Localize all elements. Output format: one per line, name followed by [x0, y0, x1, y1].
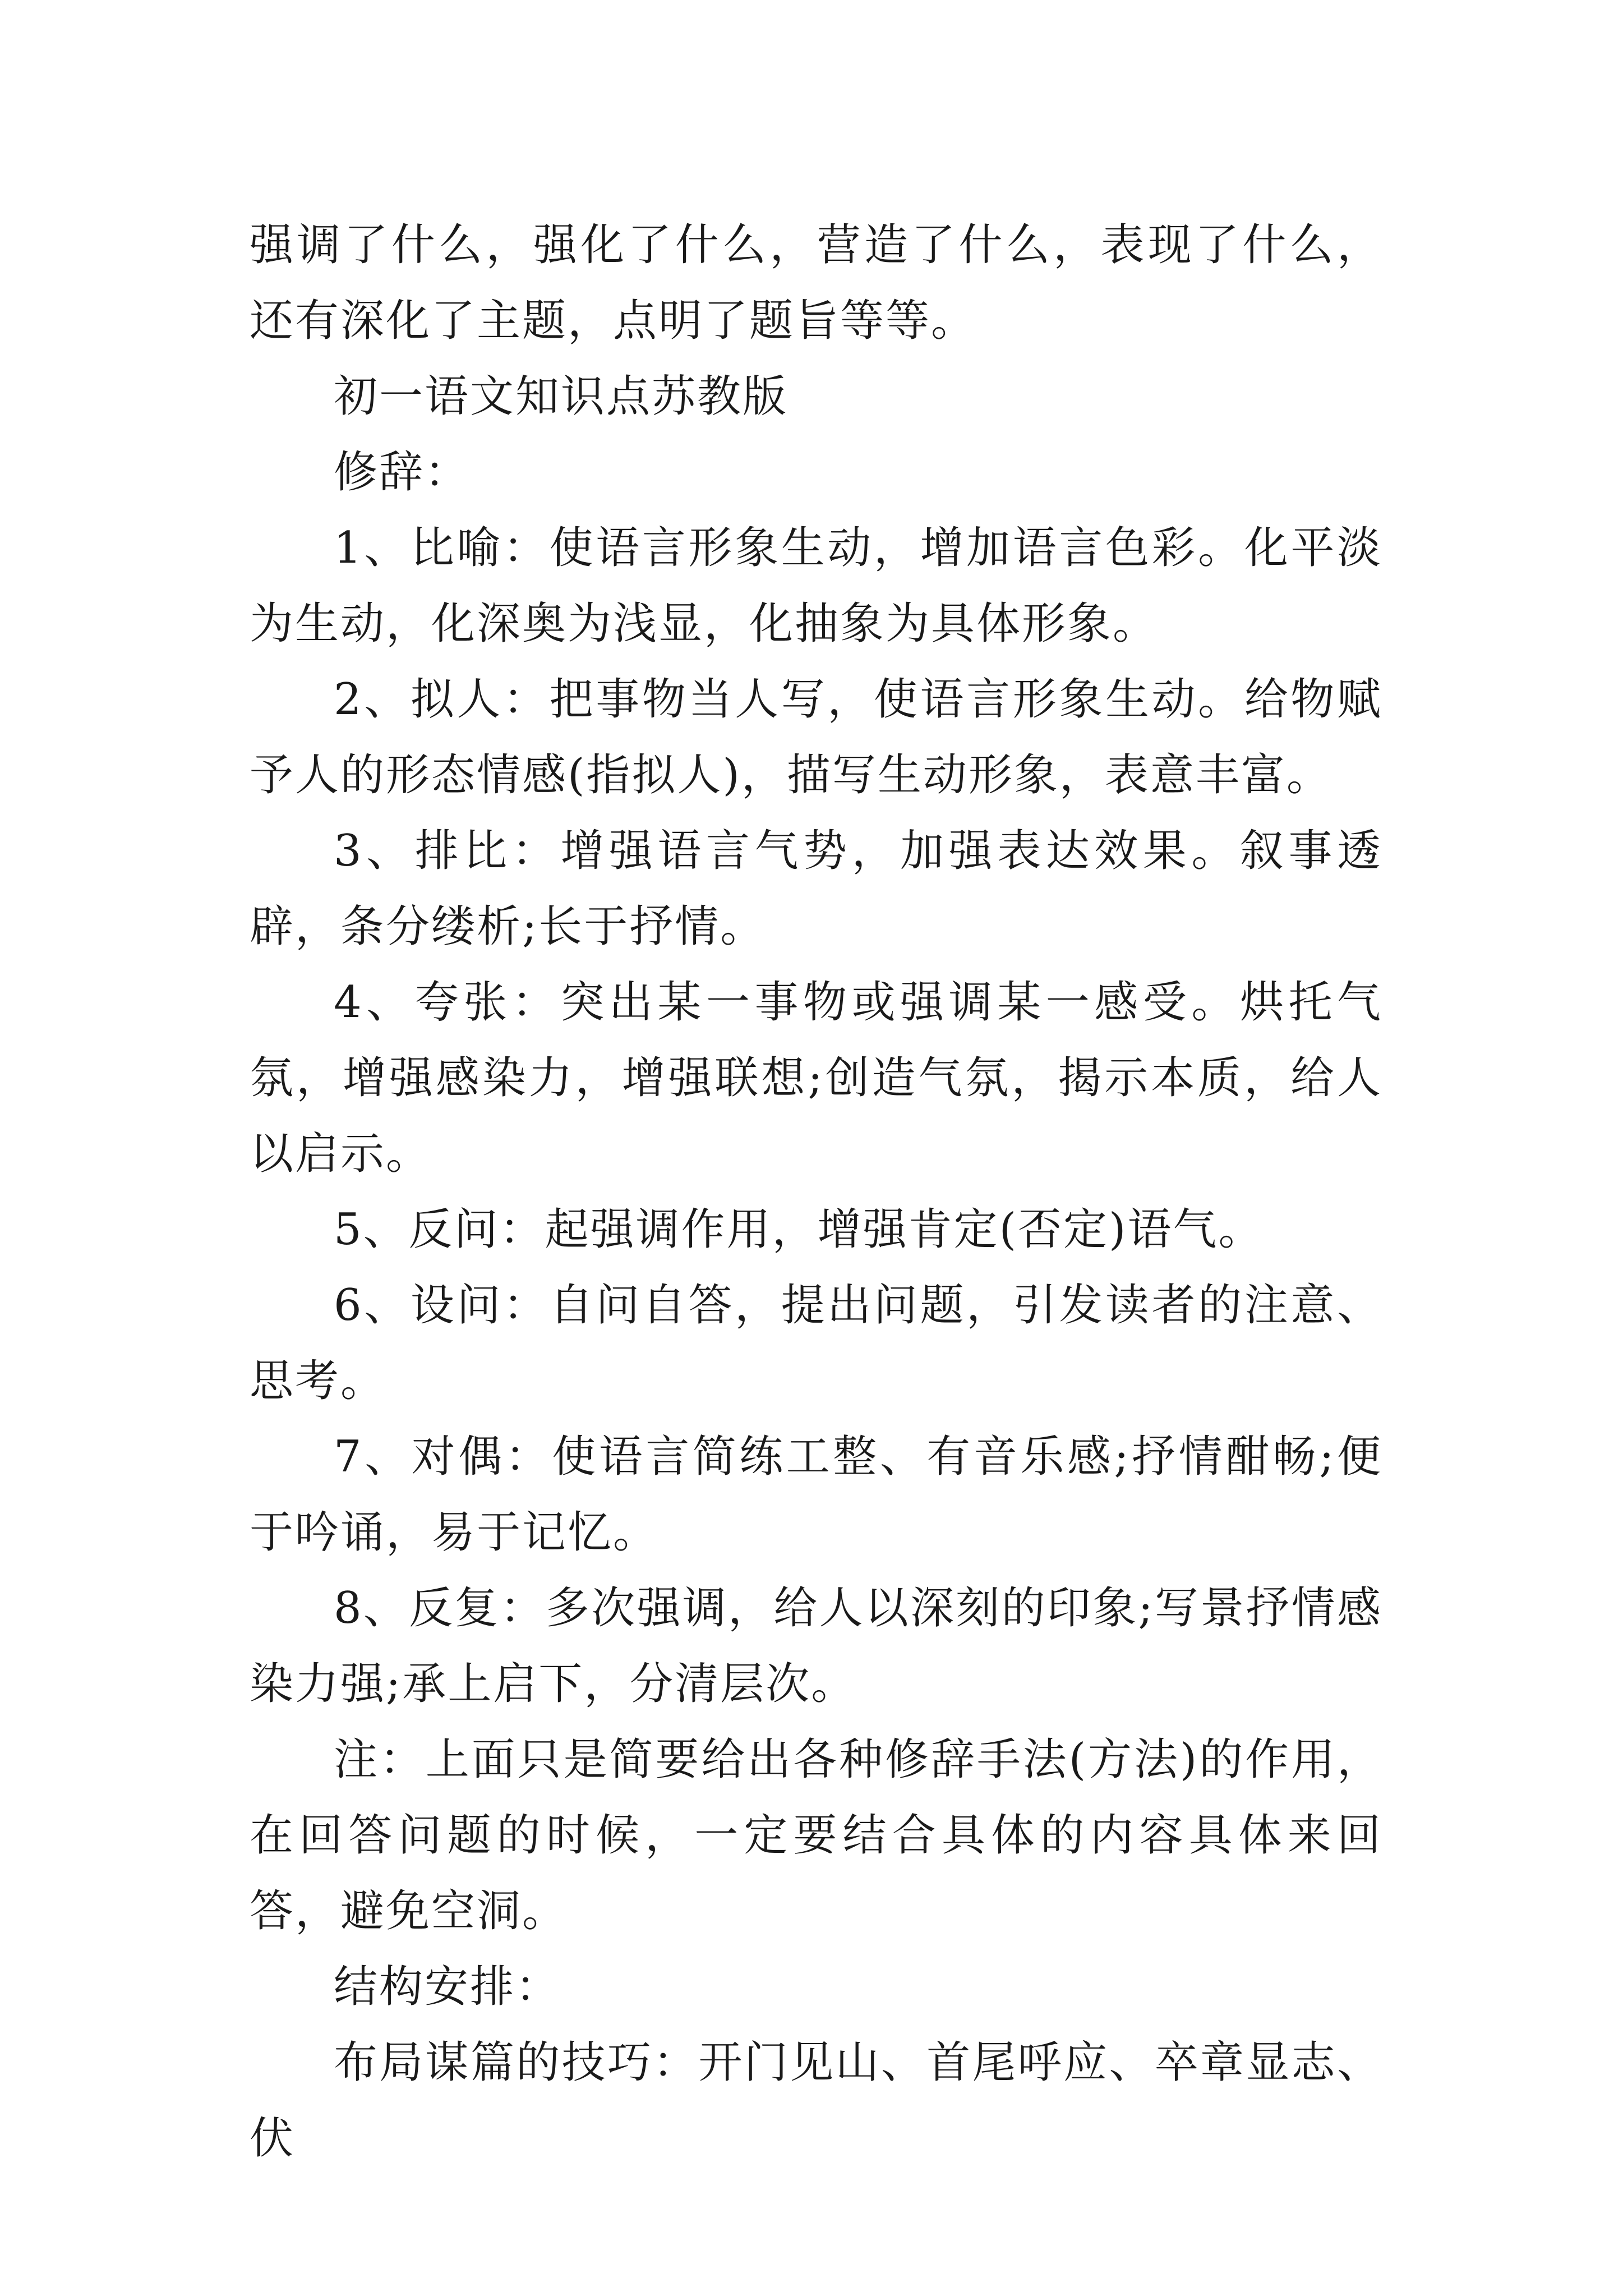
list-item-personification: 2、拟人：把事物当人写，使语言形象生动。给物赋予人的形态情感(指拟人)，描写生动形象，表意丰富。: [250, 674, 1382, 800]
list-item-hypophora: 6、设问：自问自答，提出问题，引发读者的注意、思考。: [250, 1280, 1382, 1406]
paragraph-continuation: 强调了什么，强化了什么，营造了什么，表现了什么，还有深化了主题，点明了题旨等等。: [250, 220, 1382, 346]
list-item-metaphor: 1、比喻：使语言形象生动，增加语言色彩。化平淡为生动，化深奥为浅显，化抽象为具体形象。: [250, 523, 1382, 649]
list-item-parallelism: 3、排比：增强语言气势，加强表达效果。叙事透辟，条分缕析;长于抒情。: [250, 826, 1382, 952]
section-title: 初一语文知识点苏教版: [334, 371, 789, 422]
list-item-hyperbole: 4、夸张：突出某一事物或强调某一感受。烘托气氛，增强感染力，增强联想;创造气氛，揭示本质，给人以启示。: [250, 977, 1382, 1179]
document-body: [250, 208, 1382, 2177]
paragraph-layout-techniques: 布局谋篇的技巧：开门见山、首尾呼应、卒章显志、伏: [250, 2037, 1382, 2164]
list-item-rhetorical-question: 5、反问：起强调作用，增强肯定(否定)语气。: [334, 1204, 1264, 1255]
list-item-antithesis: 7、对偶：使语言简练工整、有音乐感;抒情酣畅;便于吟诵，易于记忆。: [250, 1432, 1382, 1558]
note-paragraph: 注：上面只是简要给出各种修辞手法(方法)的作用，在回答问题的时候，一定要结合具体的内容具体来回答，避免空洞。: [250, 1734, 1382, 1936]
subheading-rhetoric: 修辞：: [334, 447, 471, 498]
list-item-repetition: 8、反复：多次强调，给人以深刻的印象;写景抒情感染力强;承上启下，分清层次。: [250, 1583, 1382, 1709]
subheading-structure: 结构安排：: [334, 1962, 561, 2012]
